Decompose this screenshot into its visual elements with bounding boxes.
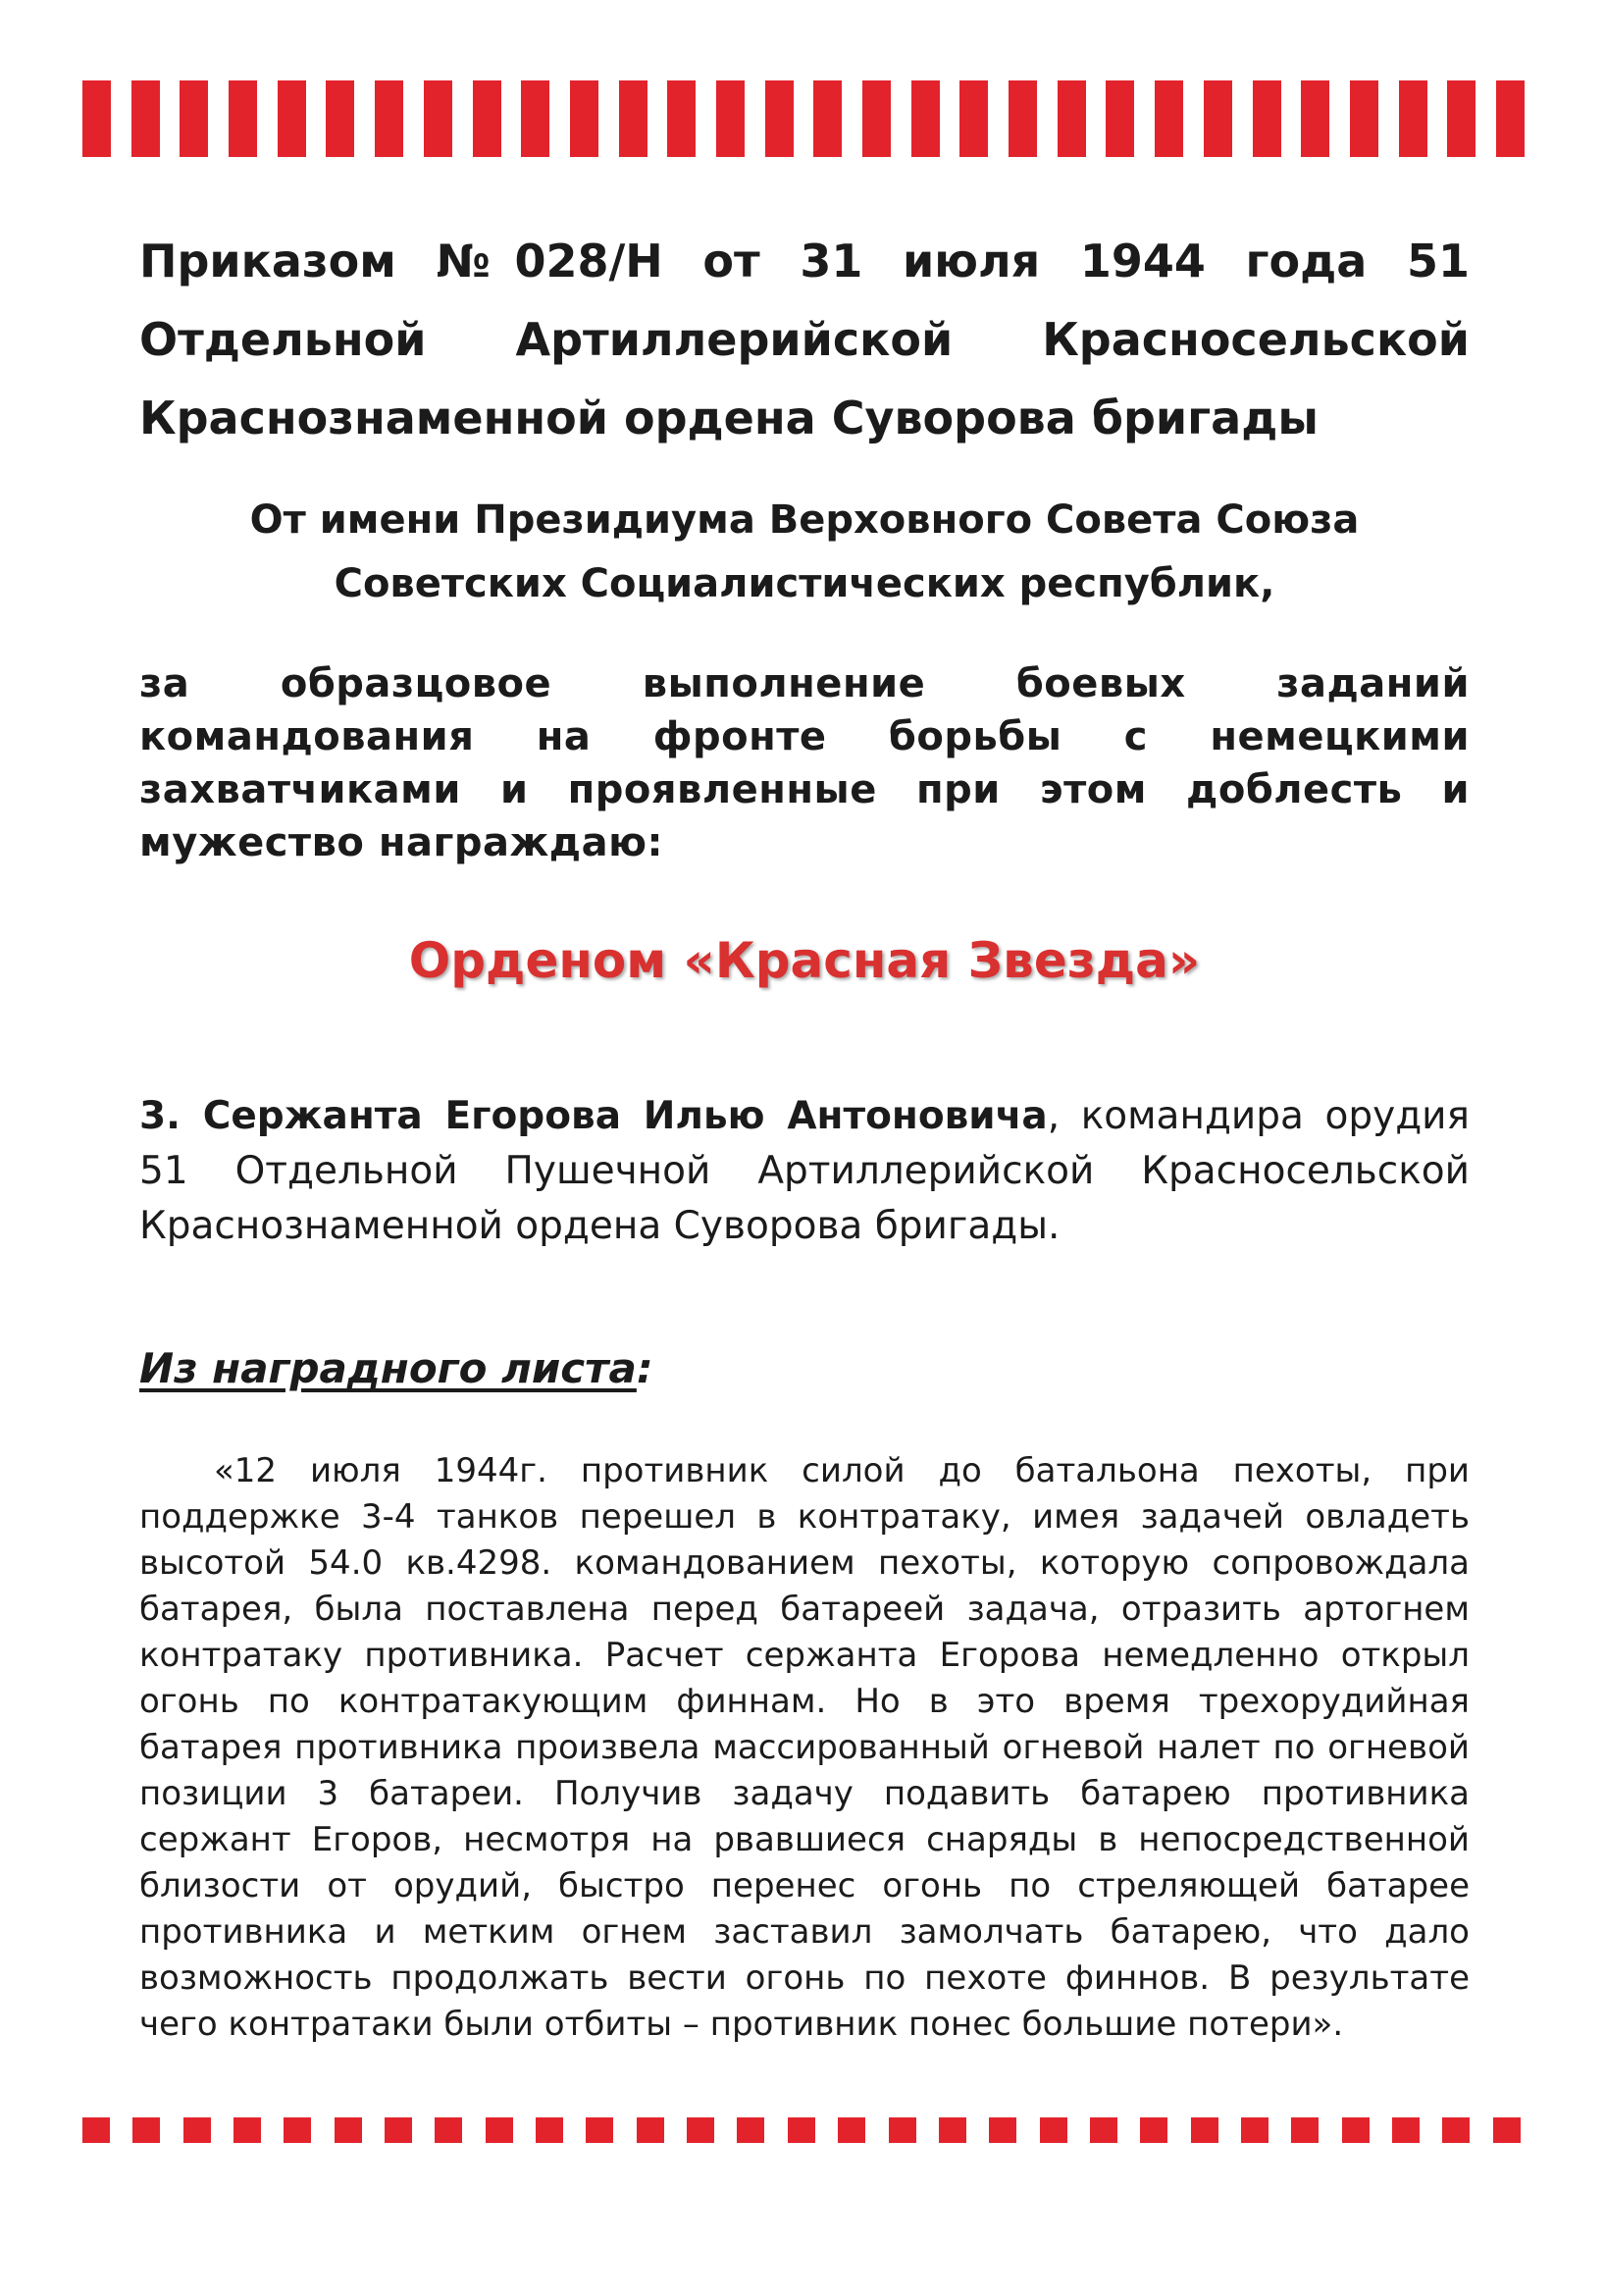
extract-line: позиции 3 батареи. Получив задачу подавить батарею противника [139,1774,1470,1813]
merit-line: захватчиками и проявленные при этом доблесть и [139,767,1470,812]
extract-line: чего контратаки были отбиты – противник понес большие потери». [139,2005,1344,2044]
border-dash [284,2117,311,2143]
border-dash [486,2117,513,2143]
border-stripe [1301,80,1329,157]
border-stripe [326,80,354,157]
border-dash [989,2117,1016,2143]
border-stripe [473,80,501,157]
border-dash [435,2117,462,2143]
extract-line: батарея противника произвела массированный огневой налет по огневой [139,1728,1470,1767]
border-dash [1493,2117,1521,2143]
order-heading [139,222,1470,457]
extract-line: близости от орудий, быстро перенес огонь по стреляющей батарее [139,1866,1470,1905]
border-dash [536,2117,563,2143]
recipient-name: 3. Сержанта Егорова Илью Антоновича [139,1094,1048,1138]
border-stripe [1253,80,1281,157]
border-dash [385,2117,412,2143]
border-stripe [375,80,403,157]
border-stripe [1204,80,1232,157]
extract-heading-text: Из наградного листа [139,1344,637,1392]
border-dash [1241,2117,1268,2143]
border-dash [838,2117,865,2143]
border-stripe [1058,80,1086,157]
border-stripe [862,80,891,157]
presidium-statement [139,489,1470,616]
extract-line: сержант Егоров, несмотря на рвавшиеся снаряды в непосредственной [139,1820,1470,1859]
border-dash [889,2117,916,2143]
border-stripe [1399,80,1427,157]
border-stripe [82,80,111,157]
extract-heading-colon: : [636,1344,653,1392]
border-dash [335,2117,362,2143]
extract-line: батарея, была поставлена перед батареей задача, отразить артогнем [139,1590,1470,1629]
recipient-role: , командира орудия [1047,1094,1470,1138]
border-stripe [1496,80,1525,157]
recipient-unit-line: Краснознаменной ордена Суворова бригады. [139,1204,1061,1248]
border-dash [233,2117,261,2143]
border-stripe [1350,80,1378,157]
order-heading-line: Отдельной Артиллерийской Красносельской [139,313,1470,366]
extract-line: высотой 54.0 кв.4298. командованием пехоты, которую сопровождала [139,1543,1470,1583]
border-stripe [424,80,452,157]
border-stripe [911,80,940,157]
recipient-unit-line: 51 Отдельной Пушечной Артиллерийской Красносельской [139,1149,1470,1193]
extract-line: противника и метким огнем заставил замолчать батарею, что дало [139,1912,1470,1952]
border-stripe [765,80,794,157]
border-stripe [619,80,647,157]
merit-line: командования на фронте борьбы с немецкими [139,714,1470,759]
border-dash [132,2117,160,2143]
extract-line: возможность продолжать вести огонь по пехоте финнов. В результате [139,1958,1470,1998]
award-title: Орденом «Красная Звезда» [408,932,1201,989]
extract-heading [139,1344,653,1392]
border-dash [737,2117,764,2143]
border-dash [687,2117,714,2143]
border-stripe [229,80,257,157]
recipient-line [139,1089,1470,1144]
border-dash [1140,2117,1167,2143]
border-dash [637,2117,664,2143]
border-dash [1040,2117,1067,2143]
presidium-line: Советских Социалистических республик, [334,561,1275,606]
extract-body [139,1448,1470,2048]
border-stripe [521,80,549,157]
border-stripe [1155,80,1183,157]
extract-line: огонь по контратакующим финнам. Но в это время трехорудийная [139,1682,1470,1721]
border-stripe [667,80,696,157]
border-dash [1442,2117,1470,2143]
border-dash [1090,2117,1117,2143]
border-stripe [813,80,842,157]
border-dash [939,2117,966,2143]
border-stripe [180,80,208,157]
recipient-paragraph [139,1089,1470,1254]
extract-line: контратаку противника. Расчет сержанта Егорова немедленно открыл [139,1636,1470,1675]
extract-line: поддержке 3-4 танков перешел в контратаку, имея задачей овладеть [139,1497,1470,1537]
top-decorative-border [82,80,1525,157]
border-stripe [131,80,160,157]
border-dash [82,2117,110,2143]
order-heading-line: Краснознаменной ордена Суворова бригады [139,391,1319,444]
border-dash [1342,2117,1370,2143]
merit-line: за образцовое выполнение боевых заданий [139,661,1470,706]
border-stripe [570,80,598,157]
order-heading-line: Приказом №028/Н от 31 июля 1944 года 51 [139,235,1470,287]
bottom-decorative-border [82,2117,1521,2143]
border-dash [1191,2117,1218,2143]
extract-line: «12 июля 1944г. противник силой до батальона пехоты, при [214,1451,1470,1490]
border-dash [1392,2117,1420,2143]
merit-statement [139,657,1470,869]
border-dash [586,2117,613,2143]
border-stripe [1009,80,1037,157]
border-dash [183,2117,211,2143]
border-stripe [1106,80,1134,157]
border-dash [1291,2117,1319,2143]
merit-line: мужество награждаю: [139,820,663,865]
border-dash [788,2117,815,2143]
presidium-line: От имени Президиума Верховного Совета Союза [249,497,1360,543]
border-stripe [278,80,306,157]
border-stripe [1447,80,1476,157]
border-stripe [959,80,988,157]
border-stripe [716,80,745,157]
